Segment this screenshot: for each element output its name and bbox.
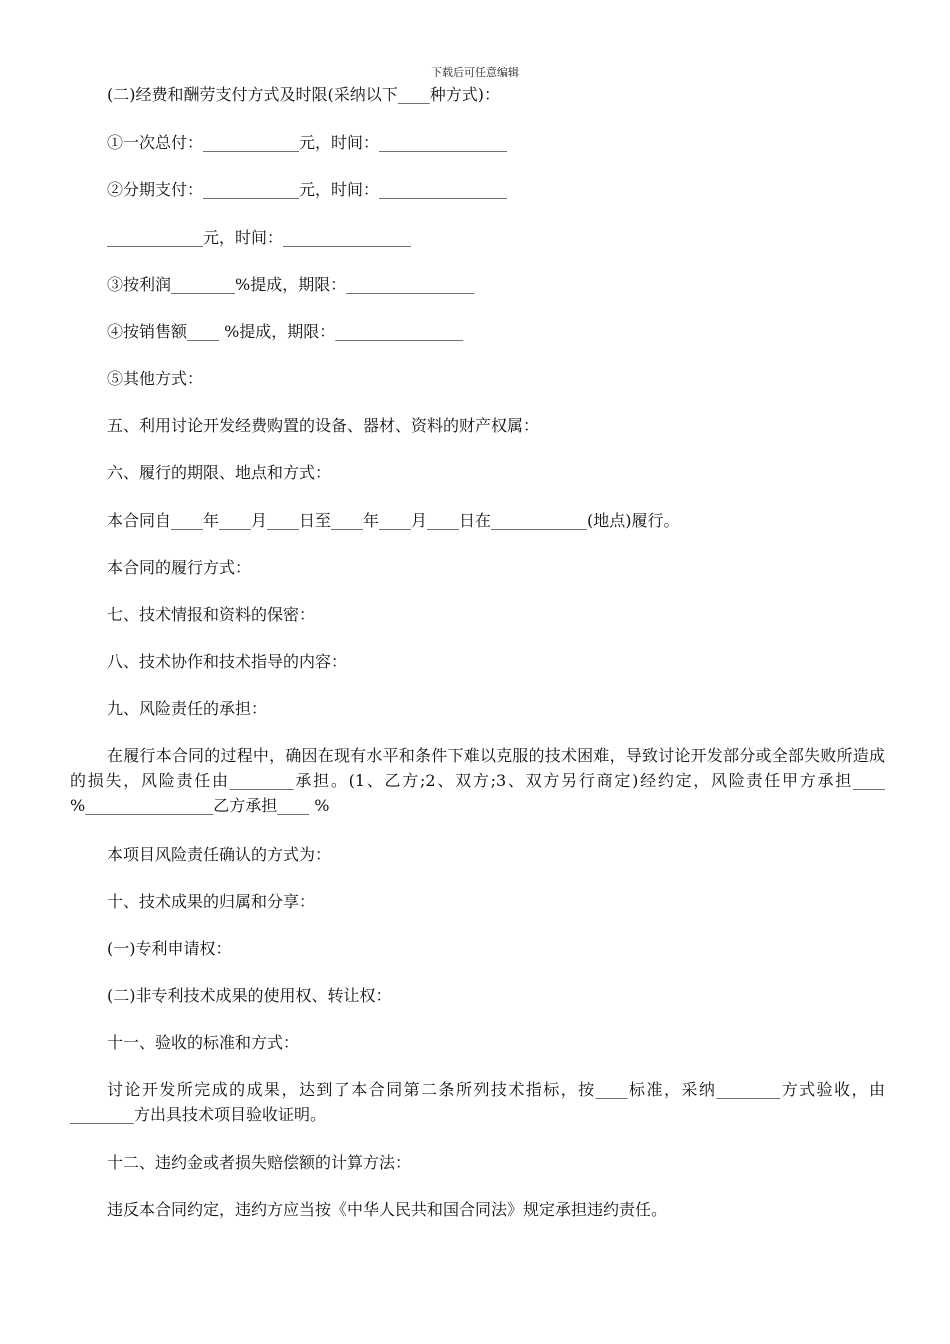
section-8-heading: 八、技术协作和技术指导的内容： — [107, 652, 348, 671]
section-7-heading: 七、技术情报和资料的保密： — [107, 605, 316, 624]
risk-confirmation-line: 本项目风险责任确认的方式为： — [107, 845, 332, 864]
payment-method-heading: (二)经费和酬劳支付方式及时限(采纳以下____种方式)： — [107, 85, 500, 104]
non-patent-right-line: (二)非专利技术成果的使用权、转让权： — [107, 986, 392, 1005]
installment-payment-line-2: ____________元，时间：________________ — [107, 228, 412, 247]
section-10-heading: 十、技术成果的归属和分享： — [107, 892, 316, 911]
performance-period-line: 本合同自____年____月____日至____年____月____日在____________(地点)履行。 — [107, 511, 680, 530]
breach-liability-line: 违反本合同约定，违约方应当按《中华人民共和国合同法》规定承担违约责任。 — [107, 1200, 668, 1219]
performance-method-line: 本合同的履行方式： — [107, 558, 252, 577]
section-9-heading: 九、风险责任的承担： — [107, 699, 268, 718]
section-5-heading: 五、利用讨论开发经费购置的设备、器材、资料的财产权属： — [107, 416, 540, 435]
patent-right-line: (一)专利申请权： — [107, 939, 232, 958]
acceptance-paragraph: 讨论开发所完成的成果，达到了本合同第二条所列技术指标，按____标准，采纳________方式验收，由________方出具技术项目验收证明。 — [70, 1080, 885, 1124]
sales-share-line: ④按销售额____ %提成，期限：________________ — [107, 322, 464, 341]
header-note: 下载后可任意编辑 — [431, 66, 519, 79]
profit-share-line: ③按利润________%提成，期限：________________ — [107, 275, 475, 294]
risk-responsibility-paragraph: 在履行本合同的过程中，确因在现有水平和条件下难以克服的技术困难，导致讨论开发部分或全部失败所造成的损失，风险责任由________承担。(1、乙方;2、双方;3、双方另行商定)经约定，风险责任甲方承担____ %________________乙方承担____ % — [70, 746, 885, 815]
other-method-line: ⑤其他方式： — [107, 369, 204, 388]
section-6-heading: 六、履行的期限、地点和方式： — [107, 463, 332, 482]
section-12-heading: 十二、违约金或者损失赔偿额的计算方法： — [107, 1153, 412, 1172]
installment-payment-line: ②分期支付：____________元，时间：________________ — [107, 180, 508, 199]
section-11-heading: 十一、验收的标准和方式： — [107, 1033, 300, 1052]
lump-sum-payment-line: ①一次总付：____________元，时间：________________ — [107, 133, 508, 152]
